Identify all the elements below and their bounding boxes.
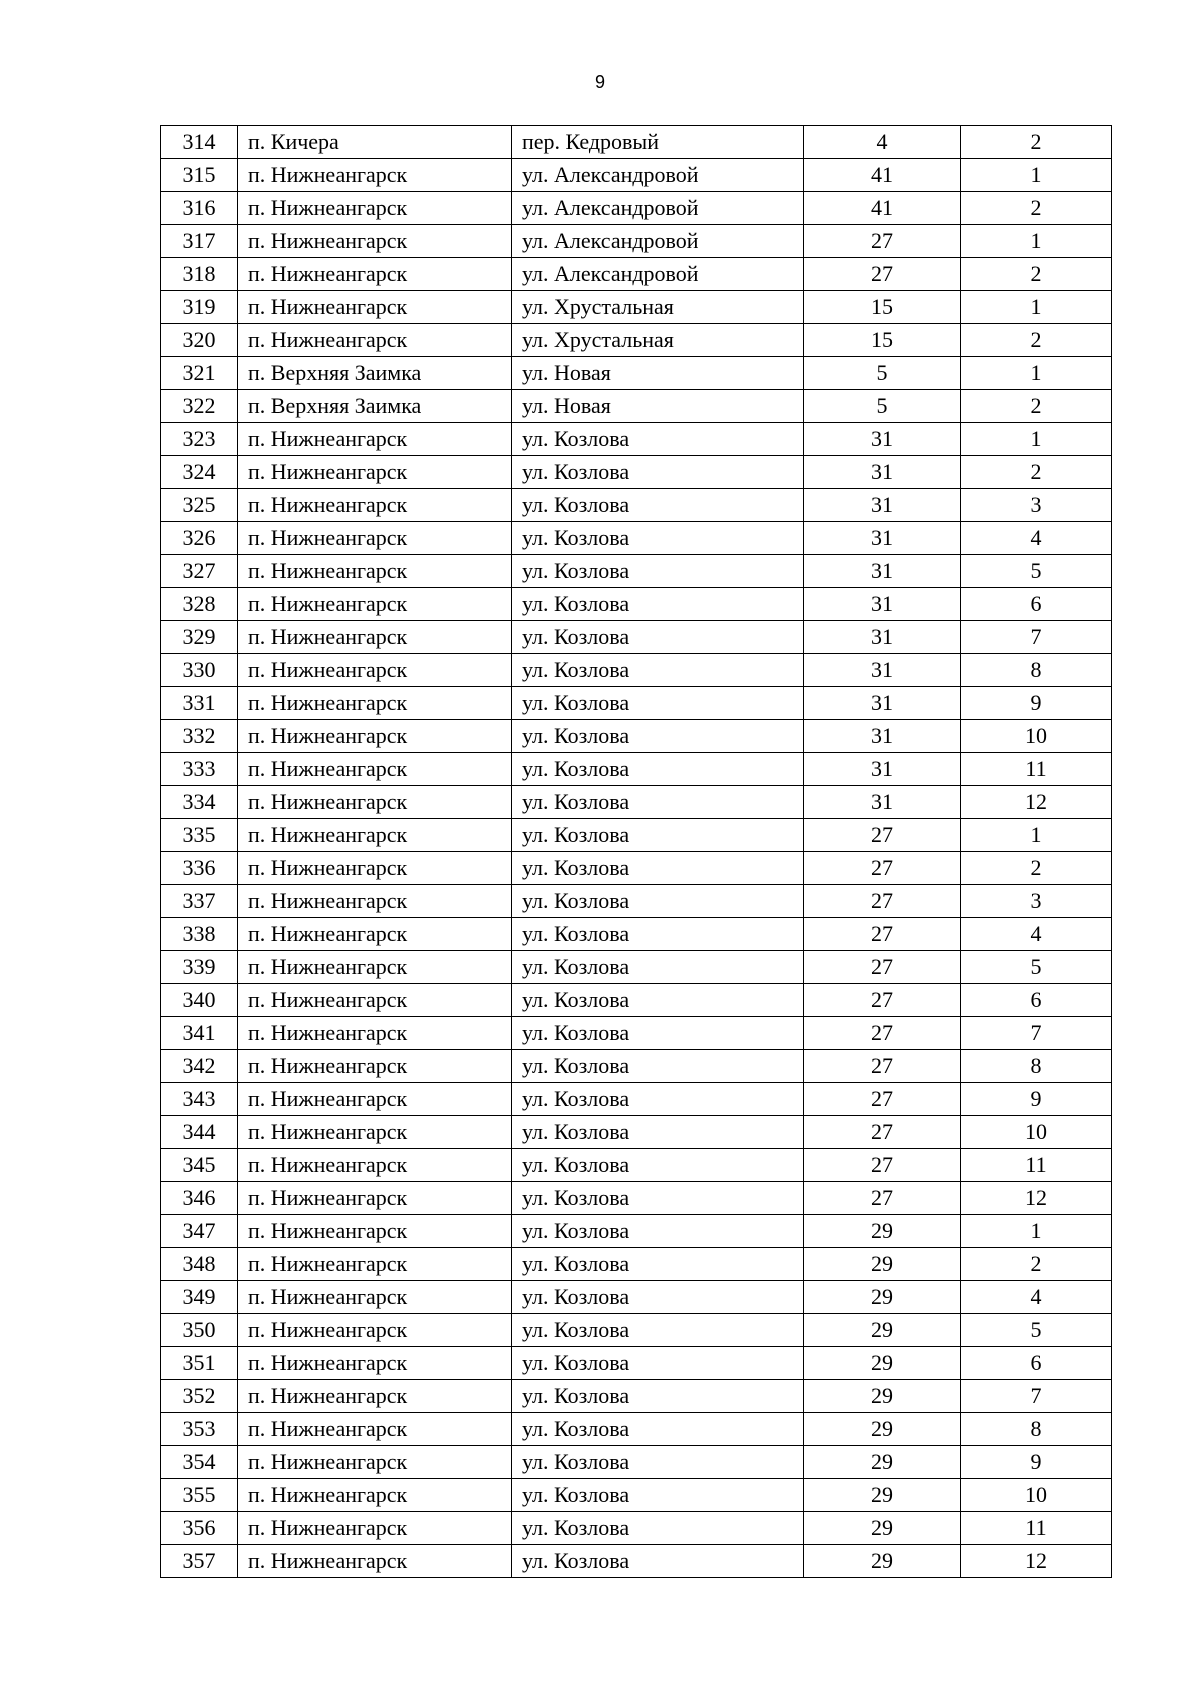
house-number-cell: 29	[804, 1413, 961, 1446]
house-number-cell: 5	[804, 390, 961, 423]
row-number-cell: 316	[161, 192, 238, 225]
apartment-number-cell: 6	[961, 588, 1112, 621]
street-cell: ул. Новая	[512, 357, 804, 390]
apartment-number-cell: 2	[961, 852, 1112, 885]
apartment-number-cell: 12	[961, 786, 1112, 819]
page-number: 9	[594, 72, 605, 92]
row-number-cell: 348	[161, 1248, 238, 1281]
street-cell: ул. Козлова	[512, 1545, 804, 1578]
house-number-cell: 27	[804, 225, 961, 258]
table-row	[161, 786, 1112, 819]
apartment-number-cell: 1	[961, 819, 1112, 852]
settlement-cell: п. Нижнеангарск	[238, 1479, 512, 1512]
settlement-cell: п. Нижнеангарск	[238, 522, 512, 555]
row-number-cell: 354	[161, 1446, 238, 1479]
apartment-number-cell: 2	[961, 324, 1112, 357]
street-cell: ул. Козлова	[512, 687, 804, 720]
house-number-cell: 29	[804, 1446, 961, 1479]
street-cell: ул. Козлова	[512, 1281, 804, 1314]
row-number-cell: 318	[161, 258, 238, 291]
table-row	[161, 1149, 1112, 1182]
street-cell: ул. Александровой	[512, 258, 804, 291]
row-number-cell: 344	[161, 1116, 238, 1149]
house-number-cell: 31	[804, 588, 961, 621]
street-cell: ул. Козлова	[512, 1215, 804, 1248]
street-cell: ул. Козлова	[512, 918, 804, 951]
row-number-cell: 314	[161, 126, 238, 159]
house-number-cell: 31	[804, 687, 961, 720]
settlement-cell: п. Нижнеангарск	[238, 753, 512, 786]
row-number-cell: 327	[161, 555, 238, 588]
street-cell: ул. Хрустальная	[512, 291, 804, 324]
house-number-cell: 31	[804, 489, 961, 522]
row-number-cell: 339	[161, 951, 238, 984]
street-cell: ул. Козлова	[512, 588, 804, 621]
house-number-cell: 29	[804, 1281, 961, 1314]
settlement-cell: п. Нижнеангарск	[238, 1380, 512, 1413]
house-number-cell: 31	[804, 720, 961, 753]
row-number-cell: 331	[161, 687, 238, 720]
apartment-number-cell: 8	[961, 654, 1112, 687]
house-number-cell: 27	[804, 258, 961, 291]
house-number-cell: 31	[804, 555, 961, 588]
table-row	[161, 918, 1112, 951]
settlement-cell: п. Нижнеангарск	[238, 1446, 512, 1479]
street-cell: ул. Козлова	[512, 1248, 804, 1281]
street-cell: ул. Козлова	[512, 951, 804, 984]
row-number-cell: 357	[161, 1545, 238, 1578]
row-number-cell: 329	[161, 621, 238, 654]
apartment-number-cell: 9	[961, 687, 1112, 720]
apartment-number-cell: 9	[961, 1083, 1112, 1116]
table-row	[161, 192, 1112, 225]
apartment-number-cell: 7	[961, 1017, 1112, 1050]
table-row	[161, 951, 1112, 984]
row-number-cell: 349	[161, 1281, 238, 1314]
house-number-cell: 31	[804, 786, 961, 819]
table-row	[161, 654, 1112, 687]
apartment-number-cell: 2	[961, 456, 1112, 489]
row-number-cell: 342	[161, 1050, 238, 1083]
settlement-cell: п. Нижнеангарск	[238, 1413, 512, 1446]
settlement-cell: п. Верхняя Заимка	[238, 357, 512, 390]
apartment-number-cell: 5	[961, 1314, 1112, 1347]
table-row	[161, 1347, 1112, 1380]
street-cell: ул. Козлова	[512, 1347, 804, 1380]
row-number-cell: 352	[161, 1380, 238, 1413]
house-number-cell: 27	[804, 1017, 961, 1050]
street-cell: ул. Новая	[512, 390, 804, 423]
settlement-cell: п. Нижнеангарск	[238, 918, 512, 951]
settlement-cell: п. Нижнеангарск	[238, 786, 512, 819]
row-number-cell: 346	[161, 1182, 238, 1215]
settlement-cell: п. Нижнеангарск	[238, 1050, 512, 1083]
apartment-number-cell: 4	[961, 1281, 1112, 1314]
row-number-cell: 324	[161, 456, 238, 489]
street-cell: ул. Козлова	[512, 984, 804, 1017]
apartment-number-cell: 11	[961, 1512, 1112, 1545]
table-row	[161, 1446, 1112, 1479]
apartment-number-cell: 11	[961, 753, 1112, 786]
table-row	[161, 390, 1112, 423]
apartment-number-cell: 3	[961, 885, 1112, 918]
settlement-cell: п. Нижнеангарск	[238, 423, 512, 456]
street-cell: ул. Козлова	[512, 885, 804, 918]
settlement-cell: п. Нижнеангарск	[238, 654, 512, 687]
row-number-cell: 335	[161, 819, 238, 852]
table-row	[161, 258, 1112, 291]
settlement-cell: п. Нижнеангарск	[238, 258, 512, 291]
row-number-cell: 345	[161, 1149, 238, 1182]
row-number-cell: 328	[161, 588, 238, 621]
apartment-number-cell: 7	[961, 1380, 1112, 1413]
apartment-number-cell: 4	[961, 522, 1112, 555]
settlement-cell: п. Нижнеангарск	[238, 225, 512, 258]
apartment-number-cell: 6	[961, 984, 1112, 1017]
settlement-cell: п. Нижнеангарск	[238, 555, 512, 588]
table-row	[161, 1248, 1112, 1281]
apartment-number-cell: 2	[961, 192, 1112, 225]
apartment-number-cell: 1	[961, 423, 1112, 456]
settlement-cell: п. Кичера	[238, 126, 512, 159]
apartment-number-cell: 2	[961, 1248, 1112, 1281]
street-cell: ул. Козлова	[512, 1413, 804, 1446]
apartment-number-cell: 1	[961, 291, 1112, 324]
house-number-cell: 5	[804, 357, 961, 390]
row-number-cell: 326	[161, 522, 238, 555]
settlement-cell: п. Нижнеангарск	[238, 885, 512, 918]
house-number-cell: 31	[804, 423, 961, 456]
settlement-cell: п. Нижнеангарск	[238, 489, 512, 522]
house-number-cell: 15	[804, 291, 961, 324]
house-number-cell: 29	[804, 1314, 961, 1347]
apartment-number-cell: 7	[961, 621, 1112, 654]
house-number-cell: 41	[804, 159, 961, 192]
settlement-cell: п. Верхняя Заимка	[238, 390, 512, 423]
table-row	[161, 885, 1112, 918]
table-row	[161, 1116, 1112, 1149]
table-row	[161, 423, 1112, 456]
settlement-cell: п. Нижнеангарск	[238, 621, 512, 654]
apartment-number-cell: 1	[961, 225, 1112, 258]
apartment-number-cell: 8	[961, 1413, 1112, 1446]
settlement-cell: п. Нижнеангарск	[238, 159, 512, 192]
street-cell: ул. Козлова	[512, 621, 804, 654]
street-cell: ул. Козлова	[512, 1083, 804, 1116]
row-number-cell: 323	[161, 423, 238, 456]
settlement-cell: п. Нижнеангарск	[238, 1545, 512, 1578]
row-number-cell: 356	[161, 1512, 238, 1545]
table-row	[161, 1017, 1112, 1050]
apartment-number-cell: 2	[961, 390, 1112, 423]
street-cell: ул. Козлова	[512, 819, 804, 852]
apartment-number-cell: 1	[961, 357, 1112, 390]
row-number-cell: 322	[161, 390, 238, 423]
street-cell: ул. Козлова	[512, 489, 804, 522]
house-number-cell: 27	[804, 852, 961, 885]
street-cell: ул. Александровой	[512, 192, 804, 225]
street-cell: ул. Козлова	[512, 522, 804, 555]
row-number-cell: 315	[161, 159, 238, 192]
table-row	[161, 1083, 1112, 1116]
settlement-cell: п. Нижнеангарск	[238, 1116, 512, 1149]
table-row	[161, 1314, 1112, 1347]
table-row	[161, 1479, 1112, 1512]
street-cell: ул. Козлова	[512, 1380, 804, 1413]
house-number-cell: 27	[804, 951, 961, 984]
row-number-cell: 320	[161, 324, 238, 357]
street-cell: ул. Козлова	[512, 1314, 804, 1347]
address-table	[160, 125, 1112, 1578]
apartment-number-cell: 5	[961, 555, 1112, 588]
row-number-cell: 353	[161, 1413, 238, 1446]
row-number-cell: 355	[161, 1479, 238, 1512]
settlement-cell: п. Нижнеангарск	[238, 1017, 512, 1050]
house-number-cell: 29	[804, 1545, 961, 1578]
apartment-number-cell: 2	[961, 126, 1112, 159]
settlement-cell: п. Нижнеангарск	[238, 1215, 512, 1248]
apartment-number-cell: 5	[961, 951, 1112, 984]
table-row	[161, 456, 1112, 489]
table-row	[161, 225, 1112, 258]
row-number-cell: 330	[161, 654, 238, 687]
table-row	[161, 324, 1112, 357]
house-number-cell: 31	[804, 654, 961, 687]
row-number-cell: 332	[161, 720, 238, 753]
street-cell: пер. Кедровый	[512, 126, 804, 159]
house-number-cell: 27	[804, 918, 961, 951]
street-cell: ул. Козлова	[512, 555, 804, 588]
house-number-cell: 29	[804, 1248, 961, 1281]
row-number-cell: 333	[161, 753, 238, 786]
house-number-cell: 29	[804, 1380, 961, 1413]
house-number-cell: 27	[804, 1050, 961, 1083]
house-number-cell: 27	[804, 1083, 961, 1116]
settlement-cell: п. Нижнеангарск	[238, 456, 512, 489]
table-row	[161, 1182, 1112, 1215]
street-cell: ул. Александровой	[512, 159, 804, 192]
apartment-number-cell: 4	[961, 918, 1112, 951]
settlement-cell: п. Нижнеангарск	[238, 1281, 512, 1314]
table-body	[161, 126, 1112, 1578]
settlement-cell: п. Нижнеангарск	[238, 588, 512, 621]
house-number-cell: 27	[804, 1149, 961, 1182]
table-row	[161, 1215, 1112, 1248]
street-cell: ул. Козлова	[512, 753, 804, 786]
house-number-cell: 27	[804, 819, 961, 852]
settlement-cell: п. Нижнеангарск	[238, 1149, 512, 1182]
table-row	[161, 621, 1112, 654]
street-cell: ул. Козлова	[512, 1479, 804, 1512]
house-number-cell: 31	[804, 522, 961, 555]
street-cell: ул. Александровой	[512, 225, 804, 258]
apartment-number-cell: 6	[961, 1347, 1112, 1380]
house-number-cell: 4	[804, 126, 961, 159]
row-number-cell: 334	[161, 786, 238, 819]
row-number-cell: 351	[161, 1347, 238, 1380]
apartment-number-cell: 1	[961, 159, 1112, 192]
table-row	[161, 1380, 1112, 1413]
apartment-number-cell: 8	[961, 1050, 1112, 1083]
settlement-cell: п. Нижнеангарск	[238, 1347, 512, 1380]
table-row	[161, 1512, 1112, 1545]
table-row	[161, 720, 1112, 753]
apartment-number-cell: 11	[961, 1149, 1112, 1182]
settlement-cell: п. Нижнеангарск	[238, 1314, 512, 1347]
house-number-cell: 27	[804, 1116, 961, 1149]
house-number-cell: 29	[804, 1215, 961, 1248]
apartment-number-cell: 12	[961, 1545, 1112, 1578]
row-number-cell: 338	[161, 918, 238, 951]
apartment-number-cell: 2	[961, 258, 1112, 291]
table-row	[161, 1050, 1112, 1083]
table-row	[161, 522, 1112, 555]
settlement-cell: п. Нижнеангарск	[238, 1182, 512, 1215]
table-row	[161, 852, 1112, 885]
house-number-cell: 29	[804, 1512, 961, 1545]
table-row	[161, 984, 1112, 1017]
table-row	[161, 291, 1112, 324]
settlement-cell: п. Нижнеангарск	[238, 720, 512, 753]
house-number-cell: 41	[804, 192, 961, 225]
settlement-cell: п. Нижнеангарск	[238, 819, 512, 852]
house-number-cell: 29	[804, 1479, 961, 1512]
street-cell: ул. Козлова	[512, 1512, 804, 1545]
apartment-number-cell: 10	[961, 1116, 1112, 1149]
table-row	[161, 1413, 1112, 1446]
street-cell: ул. Козлова	[512, 423, 804, 456]
row-number-cell: 319	[161, 291, 238, 324]
street-cell: ул. Козлова	[512, 1182, 804, 1215]
row-number-cell: 340	[161, 984, 238, 1017]
settlement-cell: п. Нижнеангарск	[238, 687, 512, 720]
table-row	[161, 687, 1112, 720]
house-number-cell: 27	[804, 984, 961, 1017]
row-number-cell: 347	[161, 1215, 238, 1248]
table-row	[161, 357, 1112, 390]
settlement-cell: п. Нижнеангарск	[238, 291, 512, 324]
row-number-cell: 321	[161, 357, 238, 390]
street-cell: ул. Хрустальная	[512, 324, 804, 357]
settlement-cell: п. Нижнеангарск	[238, 1248, 512, 1281]
table-row	[161, 819, 1112, 852]
row-number-cell: 317	[161, 225, 238, 258]
apartment-number-cell: 3	[961, 489, 1112, 522]
table-row	[161, 555, 1112, 588]
settlement-cell: п. Нижнеангарск	[238, 852, 512, 885]
street-cell: ул. Козлова	[512, 1116, 804, 1149]
house-number-cell: 27	[804, 1182, 961, 1215]
apartment-number-cell: 9	[961, 1446, 1112, 1479]
settlement-cell: п. Нижнеангарск	[238, 1083, 512, 1116]
row-number-cell: 343	[161, 1083, 238, 1116]
street-cell: ул. Козлова	[512, 456, 804, 489]
house-number-cell: 29	[804, 1347, 961, 1380]
row-number-cell: 341	[161, 1017, 238, 1050]
house-number-cell: 15	[804, 324, 961, 357]
table-row	[161, 753, 1112, 786]
house-number-cell: 31	[804, 621, 961, 654]
street-cell: ул. Козлова	[512, 786, 804, 819]
settlement-cell: п. Нижнеангарск	[238, 984, 512, 1017]
street-cell: ул. Козлова	[512, 654, 804, 687]
settlement-cell: п. Нижнеангарск	[238, 951, 512, 984]
row-number-cell: 337	[161, 885, 238, 918]
row-number-cell: 336	[161, 852, 238, 885]
settlement-cell: п. Нижнеангарск	[238, 192, 512, 225]
house-number-cell: 31	[804, 753, 961, 786]
settlement-cell: п. Нижнеангарск	[238, 324, 512, 357]
table-row	[161, 489, 1112, 522]
apartment-number-cell: 10	[961, 1479, 1112, 1512]
table-row	[161, 1281, 1112, 1314]
table-row	[161, 126, 1112, 159]
row-number-cell: 350	[161, 1314, 238, 1347]
row-number-cell: 325	[161, 489, 238, 522]
street-cell: ул. Козлова	[512, 1050, 804, 1083]
table-row	[161, 588, 1112, 621]
table-row	[161, 159, 1112, 192]
apartment-number-cell: 1	[961, 1215, 1112, 1248]
street-cell: ул. Козлова	[512, 720, 804, 753]
apartment-number-cell: 12	[961, 1182, 1112, 1215]
house-number-cell: 31	[804, 456, 961, 489]
apartment-number-cell: 10	[961, 720, 1112, 753]
street-cell: ул. Козлова	[512, 1446, 804, 1479]
house-number-cell: 27	[804, 885, 961, 918]
street-cell: ул. Козлова	[512, 1149, 804, 1182]
settlement-cell: п. Нижнеангарск	[238, 1512, 512, 1545]
street-cell: ул. Козлова	[512, 1017, 804, 1050]
street-cell: ул. Козлова	[512, 852, 804, 885]
table-row	[161, 1545, 1112, 1578]
